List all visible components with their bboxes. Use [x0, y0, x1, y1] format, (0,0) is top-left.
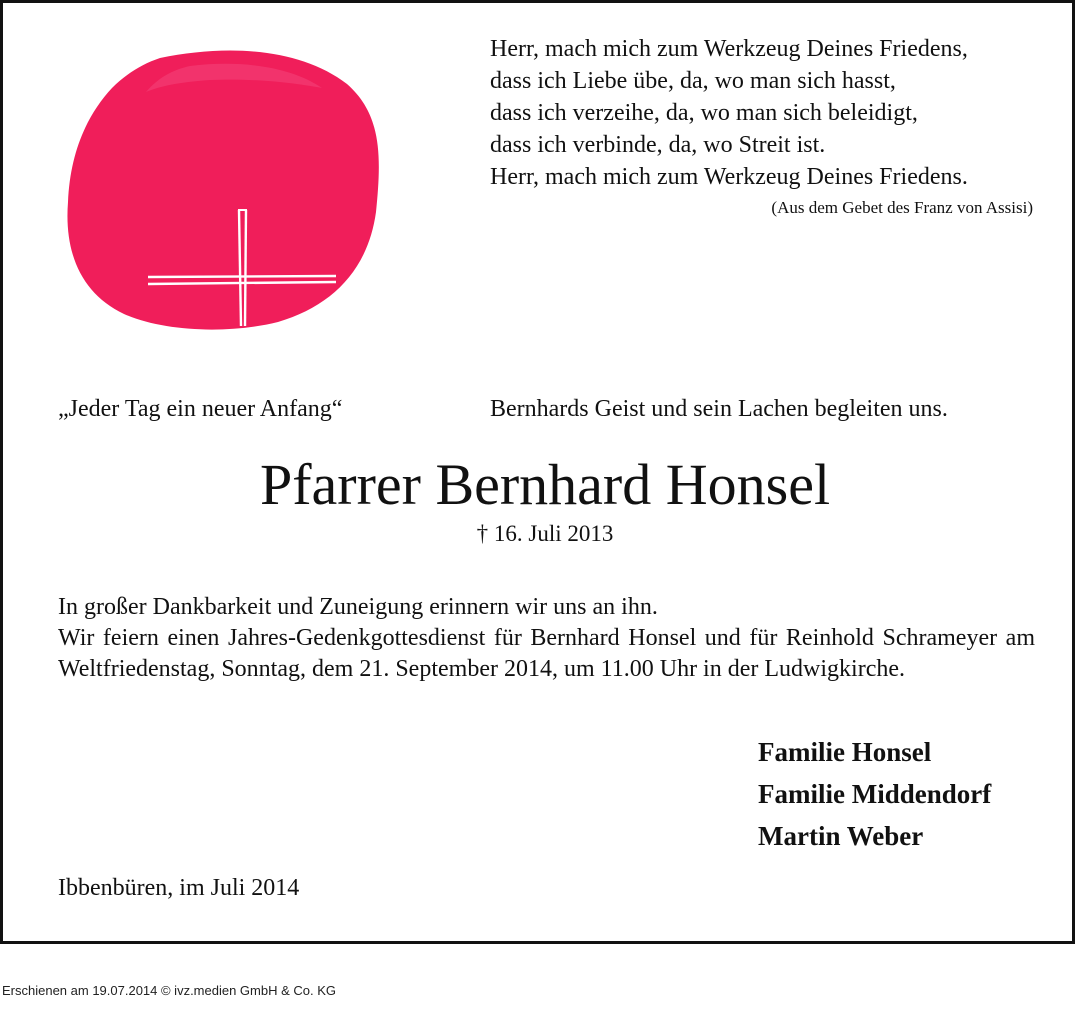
- signature-line: Familie Honsel: [758, 737, 932, 767]
- cross-horizontal-bar: [148, 276, 336, 277]
- red-circle-with-cross-icon: [60, 44, 380, 334]
- memorial-paragraph-2: Wir feiern einen Jahres-Gedenkgottesdienst für Bernhard Honsel und für Reinhold Schrameyer am Weltfriedenstag, Sonntag, dem 21. September 2014, um 11.00 Uhr in der Ludwigkirche.: [58, 625, 1035, 682]
- prayer-source: (Aus dem Gebet des Franz von Assisi): [771, 198, 1033, 217]
- spirit-line: Bernhards Geist und sein Lachen begleiten uns.: [490, 396, 948, 422]
- prayer-line: dass ich verbinde, da, wo Streit ist.: [490, 132, 826, 158]
- signatures: [758, 731, 991, 857]
- motto-quote: „Jeder Tag ein neuer Anfang“: [58, 396, 343, 422]
- red-circle: [67, 51, 378, 330]
- publication-footer: Erschienen am 19.07.2014 © ivz.medien GmbH & Co. KG: [2, 983, 337, 998]
- cross-vertical-bar-inner: [245, 210, 246, 326]
- place-date: Ibbenbüren, im Juli 2014: [58, 875, 300, 901]
- prayer-line: dass ich Liebe übe, da, wo man sich hasst,: [490, 68, 896, 94]
- death-date: † 16. Juli 2013: [476, 521, 614, 546]
- signature-line: Martin Weber: [758, 821, 924, 851]
- prayer-line: dass ich verzeihe, da, wo man sich beleidigt,: [490, 100, 918, 126]
- signature-line: Familie Middendorf: [758, 779, 992, 809]
- memorial-text: [58, 592, 1035, 685]
- prayer-line: Herr, mach mich zum Werkzeug Deines Friedens,: [490, 36, 968, 62]
- deceased-name: Pfarrer Bernhard Honsel: [259, 452, 831, 517]
- prayer-line: Herr, mach mich zum Werkzeug Deines Friedens.: [490, 164, 968, 190]
- memorial-paragraph-1: In großer Dankbarkeit und Zuneigung erinnern wir uns an ihn.: [58, 594, 658, 620]
- prayer-block: [490, 33, 1035, 219]
